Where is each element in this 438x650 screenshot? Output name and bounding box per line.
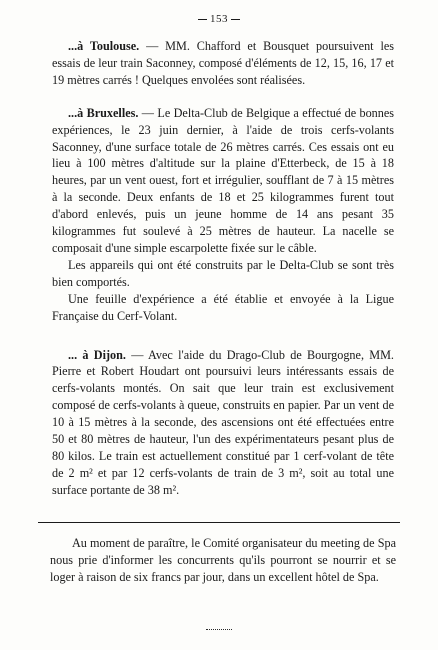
notice-paragraph: Au moment de paraître, le Comité organisateur du meeting de Spa nous prie d'informer les concurrents qu'ils pourront se nourrir et se loger à raison de six francs par jour, dans un excellent hôtel de Spa.	[50, 536, 396, 584]
end-ornament	[0, 617, 438, 635]
paragraph-feuille	[52, 291, 394, 325]
paragraph-feuille-text: Une feuille d'expérience a été établie et envoyée à la Ligue Française du Cerf-Volant.	[52, 291, 394, 323]
paragraph-bruxelles-lead: ...à Bruxelles.	[68, 105, 139, 120]
page-number-text: 153	[210, 13, 228, 25]
paragraph-dijon-text: — Avec l'aide du Drago-Club de Bourgogne, MM. Pierre et Robert Houdart ont poursuivi leurs intéressants essais de cerfs-volants montés. On sait que leur train est exclusivement composé de cerfs-volants à queue, construits en papier. Par un vent de 10 à 15 mètres à la seconde, des ascensions ont été effectuées entre 50 et 80 mètres de hauteur, l'un des expérimentateurs pesant plus de 80 kilos. Le train est actuellement constitué par 1 cerf-volant de tête de 2 m² et par 12 cerfs-volants de train de 3 m², soit au total une surface portante de 38 m².	[52, 347, 394, 497]
paragraph-appareils-text: Les appareils qui ont été construits par le Delta-Club se sont très bien comportés.	[52, 257, 394, 289]
paragraph-toulouse	[52, 38, 394, 89]
paragraph-appareils	[52, 257, 394, 291]
paragraph-dijon	[52, 347, 394, 499]
end-ornament-dots	[206, 629, 232, 630]
section-divider	[38, 522, 400, 523]
page-number-dash-left	[198, 19, 207, 20]
paragraph-bruxelles	[52, 105, 394, 257]
article-body	[52, 38, 394, 499]
notice-block	[50, 535, 396, 586]
paragraph-bruxelles-text: — Le Delta-Club de Belgique a effectué de bonnes expériences, le 23 juin dernier, à l'aide de trois cerfs-volants Saconney, d'une surface totale de 26 mètres carrés. Ces essais ont eu lieu à 100 mètres d'altitude sur la plaine d'Etterbeck, de 15 à 18 heures, par un vent ouest, fort et irrégulier, soufflant de 7 à 15 mètres à la seconde. Deux enfants de 18 et 25 kilogrammes furent tout d'abord enlevés, puis un jeune homme de 14 ans pesant 35 kilogrammes fut soulevé à 25 mètres de hauteur. La nacelle se composait d'une simple escarpolette fixée sur le câble.	[52, 105, 395, 255]
paragraph-dijon-lead: ... à Dijon.	[68, 347, 126, 362]
page-number-dash-right	[231, 19, 240, 20]
paragraph-toulouse-lead: ...à Toulouse.	[68, 39, 140, 53]
paragraph-toulouse-text: — MM. Chafford et Bousquet poursuivent les essais de leur train Saconney, composé d'éléments de 12, 15, 16, 17 et 19 mètres carrés ! Quelques envolées sont réalisées.	[52, 39, 394, 87]
page-number	[0, 13, 438, 25]
